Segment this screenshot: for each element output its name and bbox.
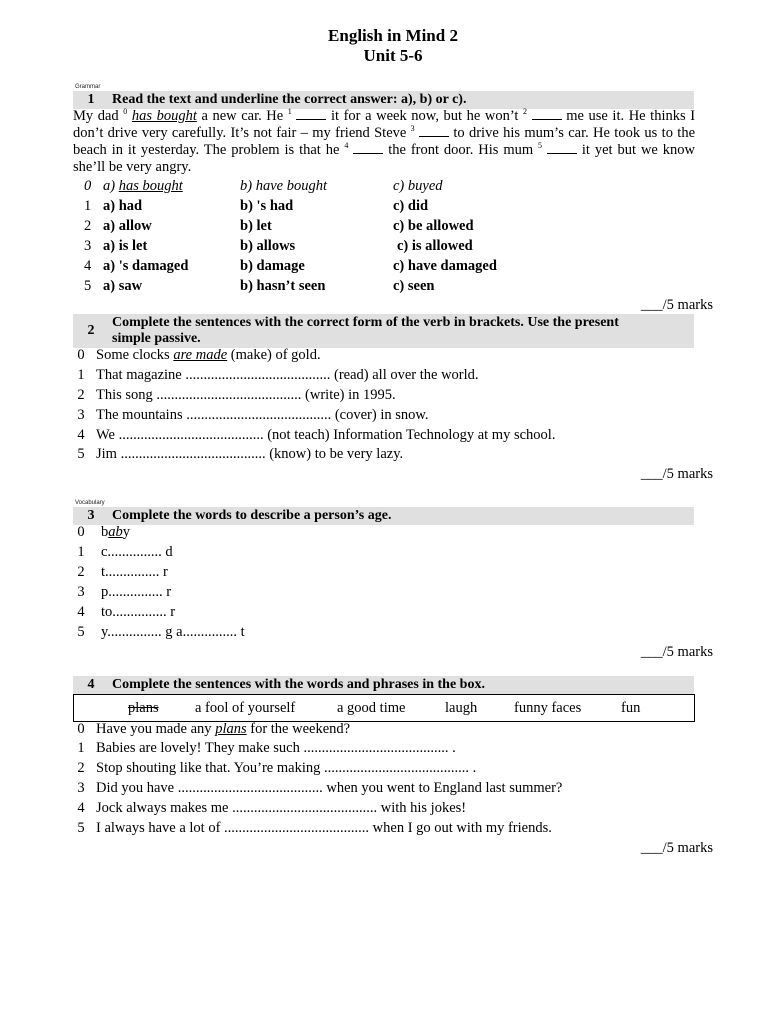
option-a-selected: has bought: [118, 178, 183, 194]
exercise-4-header: [73, 676, 694, 694]
example-answer: plans: [215, 721, 247, 737]
word-box-item: a good time: [337, 700, 406, 716]
exercise-number: 3: [87, 508, 95, 523]
page-title: English in Mind 2: [328, 26, 458, 45]
exercise-number: 4: [87, 677, 95, 692]
word-box-item: laugh: [445, 700, 478, 716]
option-b[interactable]: b) damage: [240, 258, 305, 274]
section-label-vocabulary: Vocabulary: [75, 500, 105, 506]
word-box-item: a fool of yourself: [195, 700, 296, 716]
exercise-1-text: My dad $^0$ has bought a new car. He $^1$ it for a week now, but he won’t $^2$ me use it. He thinks I don’t drive very carefully. It’s not fair – my friend Steve $^3$ to drive his mum’s car. He took us to the beach in it yesterday. The problem is that he $^4$ the front door. His mum $^5$ it yet but we know she’ll be very angry.: [73, 107, 696, 175]
exercise-instruction: Read the text and underline the correct answer: a), b) or c).: [112, 92, 467, 107]
option-c[interactable]: c) seen: [393, 278, 435, 294]
option-c[interactable]: c) be allowed: [393, 218, 474, 234]
example-answer: are made: [173, 347, 228, 363]
section-label-grammar: Grammar: [75, 84, 101, 90]
exercise-instruction: Complete the words to describe a person’s age.: [112, 508, 392, 523]
exercise-2-header: [73, 314, 694, 348]
option-a[interactable]: a) saw: [103, 278, 143, 294]
gap-1: [296, 108, 326, 120]
option-b[interactable]: b) let: [240, 218, 272, 234]
gap-4: [353, 142, 383, 154]
option-b[interactable]: b) hasn’t seen: [240, 278, 326, 294]
word-box-item: fun: [621, 700, 641, 716]
exercise-instruction-cont: simple passive.: [112, 331, 201, 346]
marks-score: ___/5 marks: [640, 644, 713, 660]
marks-score: ___/5 marks: [640, 466, 713, 482]
option-c[interactable]: c) did: [393, 198, 429, 214]
marks-score: ___/5 marks: [640, 840, 713, 856]
exercise-instruction: Complete the sentences with the correct form of the verb in brackets. Use the present: [112, 315, 619, 330]
exercise-instruction: Complete the sentences with the words and phrases in the box.: [112, 677, 485, 692]
page-subtitle: Unit 5-6: [363, 46, 423, 65]
option-a[interactable]: a) 's damaged: [103, 258, 189, 274]
option-a[interactable]: a) had: [103, 198, 143, 214]
gap-2: [532, 108, 562, 120]
example-answer: has bought: [131, 108, 197, 124]
option-a[interactable]: a) is let: [103, 238, 148, 254]
exercise-3-header: [73, 507, 694, 525]
exercise-number: 1: [87, 92, 95, 107]
example-answer: ab: [108, 524, 123, 540]
option-c[interactable]: c) is allowed: [397, 238, 473, 254]
word-box-item: funny faces: [514, 700, 582, 716]
option-b[interactable]: b) allows: [240, 238, 296, 254]
marks-score: ___/5 marks: [640, 297, 713, 313]
word-box-item: plans: [128, 700, 159, 716]
exercise-number: 2: [87, 323, 95, 338]
word-box: [73, 694, 695, 722]
option-a[interactable]: a) allow: [103, 218, 152, 234]
option-b[interactable]: b) 's had: [240, 198, 294, 214]
gap-3: [419, 125, 449, 137]
gap-5: [547, 142, 577, 154]
exercise-1-header: [73, 91, 694, 109]
option-c[interactable]: c) have damaged: [393, 258, 497, 274]
